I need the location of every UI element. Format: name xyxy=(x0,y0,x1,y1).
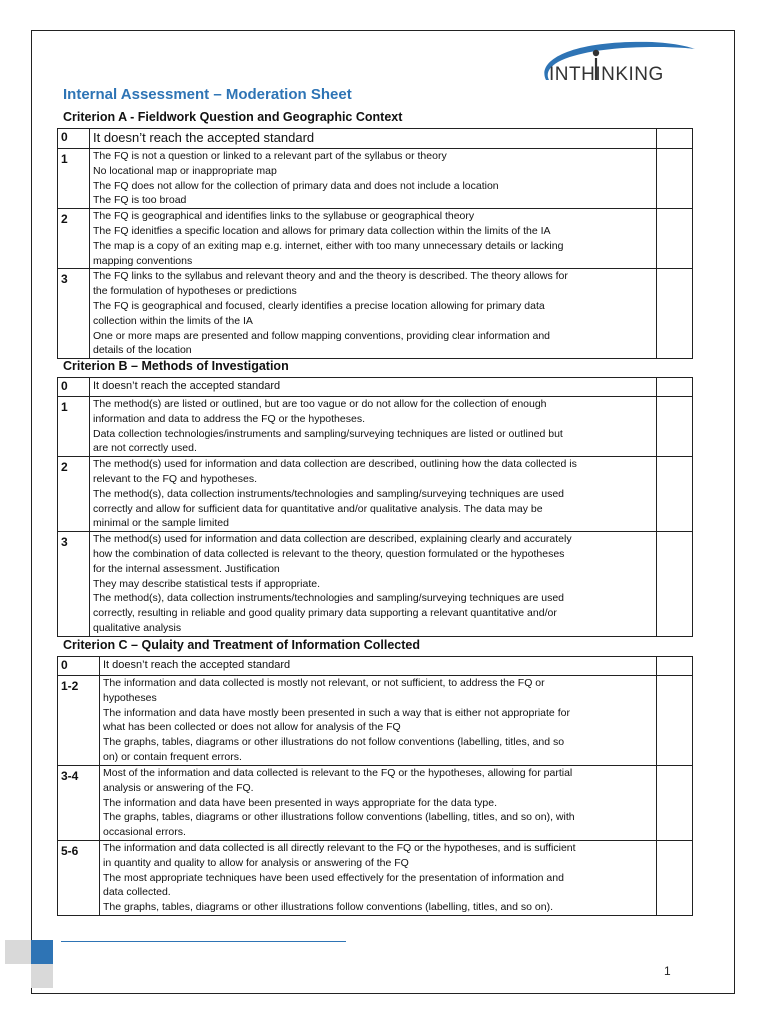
mark-cell[interactable] xyxy=(657,209,693,269)
footer-decoration xyxy=(31,964,53,988)
score-cell: 3-4 xyxy=(58,766,100,841)
score-cell: 3 xyxy=(58,269,90,359)
score-cell: 0 xyxy=(58,129,90,149)
score-cell: 1 xyxy=(58,397,90,457)
descriptor-cell: The information and data collected is mostly not relevant, or not sufficient, to address the FQ or hypotheses The information and data have mostly been presented in such a way that is either not appropriate for what has been collected or does not allow for analysis of the FQ The graphs, tables, diagrams or other illustrations do not follow conventions (labelling, titles, and so on) or contain frequent errors. xyxy=(100,676,657,766)
table-row xyxy=(58,129,693,149)
page-title: Internal Assessment – Moderation Sheet xyxy=(63,86,352,103)
score-cell: 5-6 xyxy=(58,841,100,916)
criterion-b-heading: Criterion B – Methods of Investigation xyxy=(63,359,289,373)
mark-cell[interactable] xyxy=(657,378,693,397)
score-cell: 0 xyxy=(58,657,100,676)
footer-rule xyxy=(61,941,346,942)
descriptor-cell: The method(s) used for information and data collection are described, explaining clearly and accurately how the combination of data collected is relevant to the theory, question formulated or the hypotheses for the internal assessment. Justification They may describe statistical tests if appropriate. The method(s), data collection instruments/technologies and sampling/surveying techniques are used correctly, resulting in reliable and good quality primary data supporting a relevant quantitative and/or qualitative analysis xyxy=(90,532,657,637)
table-row xyxy=(58,378,693,397)
table-row xyxy=(58,766,693,841)
table-row xyxy=(58,532,693,637)
score-cell: 2 xyxy=(58,209,90,269)
mark-cell[interactable] xyxy=(657,457,693,532)
score-cell: 0 xyxy=(58,378,90,397)
descriptor-cell: The method(s) are listed or outlined, but are too vague or do not allow for the collection of enough information and data to address the FQ or the hypotheses. Data collection technologies/instruments and sampling/surveying techniques are listed or outlined but are not correctly used. xyxy=(90,397,657,457)
table-row xyxy=(58,149,693,209)
descriptor-cell: The method(s) used for information and data collection are described, outlining how the data collected is relevant to the FQ and hypotheses. The method(s), data collection instruments/technologies and sampling/surveying techniques are used correctly and allow for sufficient data for quantitative and/or qualitative analysis. The data may be minimal or the sample limited xyxy=(90,457,657,532)
table-row xyxy=(58,457,693,532)
mark-cell[interactable] xyxy=(657,657,693,676)
mark-cell[interactable] xyxy=(657,149,693,209)
table-row xyxy=(58,657,693,676)
mark-cell[interactable] xyxy=(657,766,693,841)
criterion-c-table xyxy=(57,656,693,916)
mark-cell[interactable] xyxy=(657,532,693,637)
logo-text: INTHINKING xyxy=(549,64,664,85)
mark-cell[interactable] xyxy=(657,129,693,149)
score-cell: 1 xyxy=(58,149,90,209)
table-row xyxy=(58,841,693,916)
criterion-a-table xyxy=(57,128,693,359)
criterion-a-heading: Criterion A - Fieldwork Question and Geographic Context xyxy=(63,110,403,124)
table-row xyxy=(58,269,693,359)
descriptor-cell: Most of the information and data collected is relevant to the FQ or the hypotheses, allowing for partial analysis or answering of the FQ. The information and data have been presented in ways appropriate for the data type. The graphs, tables, diagrams or other illustrations follow conventions (labelling, titles, and so on), with occasional errors. xyxy=(100,766,657,841)
score-cell: 1-2 xyxy=(58,676,100,766)
mark-cell[interactable] xyxy=(657,269,693,359)
mark-cell[interactable] xyxy=(657,676,693,766)
descriptor-cell: It doesn’t reach the accepted standard xyxy=(100,657,657,676)
table-row xyxy=(58,397,693,457)
table-row xyxy=(58,209,693,269)
descriptor-cell: It doesn’t reach the accepted standard xyxy=(90,378,657,397)
mark-cell[interactable] xyxy=(657,841,693,916)
descriptor-cell: The FQ is not a question or linked to a relevant part of the syllabus or theory No locational map or inappropriate map The FQ does not allow for the collection of primary data and does not include a location The FQ is too broad xyxy=(90,149,657,209)
footer-decoration xyxy=(5,940,31,964)
descriptor-cell: The FQ is geographical and identifies links to the syllabuse or geographical theory The FQ idenitfies a specific location and allows for primary data collection within the limits of the IA The map is a copy of an exiting map e.g. internet, either with too many unnecessary details or lacking mapping conventions xyxy=(90,209,657,269)
descriptor-cell: The FQ links to the syllabus and relevant theory and and the theory is described. The theory allows for the formulation of hypotheses or predictions The FQ is geographical and focused, clearly identifies a precise location allowing for primary data collection within the limits of the IA One or more maps are presented and follow mapping conventions, providing clear information and details of the location xyxy=(90,269,657,359)
page-number: 1 xyxy=(664,964,671,978)
table-row xyxy=(58,676,693,766)
mark-cell[interactable] xyxy=(657,397,693,457)
score-cell: 3 xyxy=(58,532,90,637)
descriptor-cell: It doesn’t reach the accepted standard xyxy=(90,129,657,149)
criterion-b-table xyxy=(57,377,693,637)
footer-decoration xyxy=(31,940,53,964)
criterion-c-heading: Criterion C – Qulaity and Treatment of Information Collected xyxy=(63,638,420,652)
descriptor-cell: The information and data collected is all directly relevant to the FQ or the hypotheses, and is sufficient in quantity and quality to allow for analysis or answering of the FQ The most appropriate techniques have been used effectively for the presentation of information and data collected. The graphs, tables, diagrams or other illustrations follow conventions (labelling, titles, and so on). xyxy=(100,841,657,916)
score-cell: 2 xyxy=(58,457,90,532)
